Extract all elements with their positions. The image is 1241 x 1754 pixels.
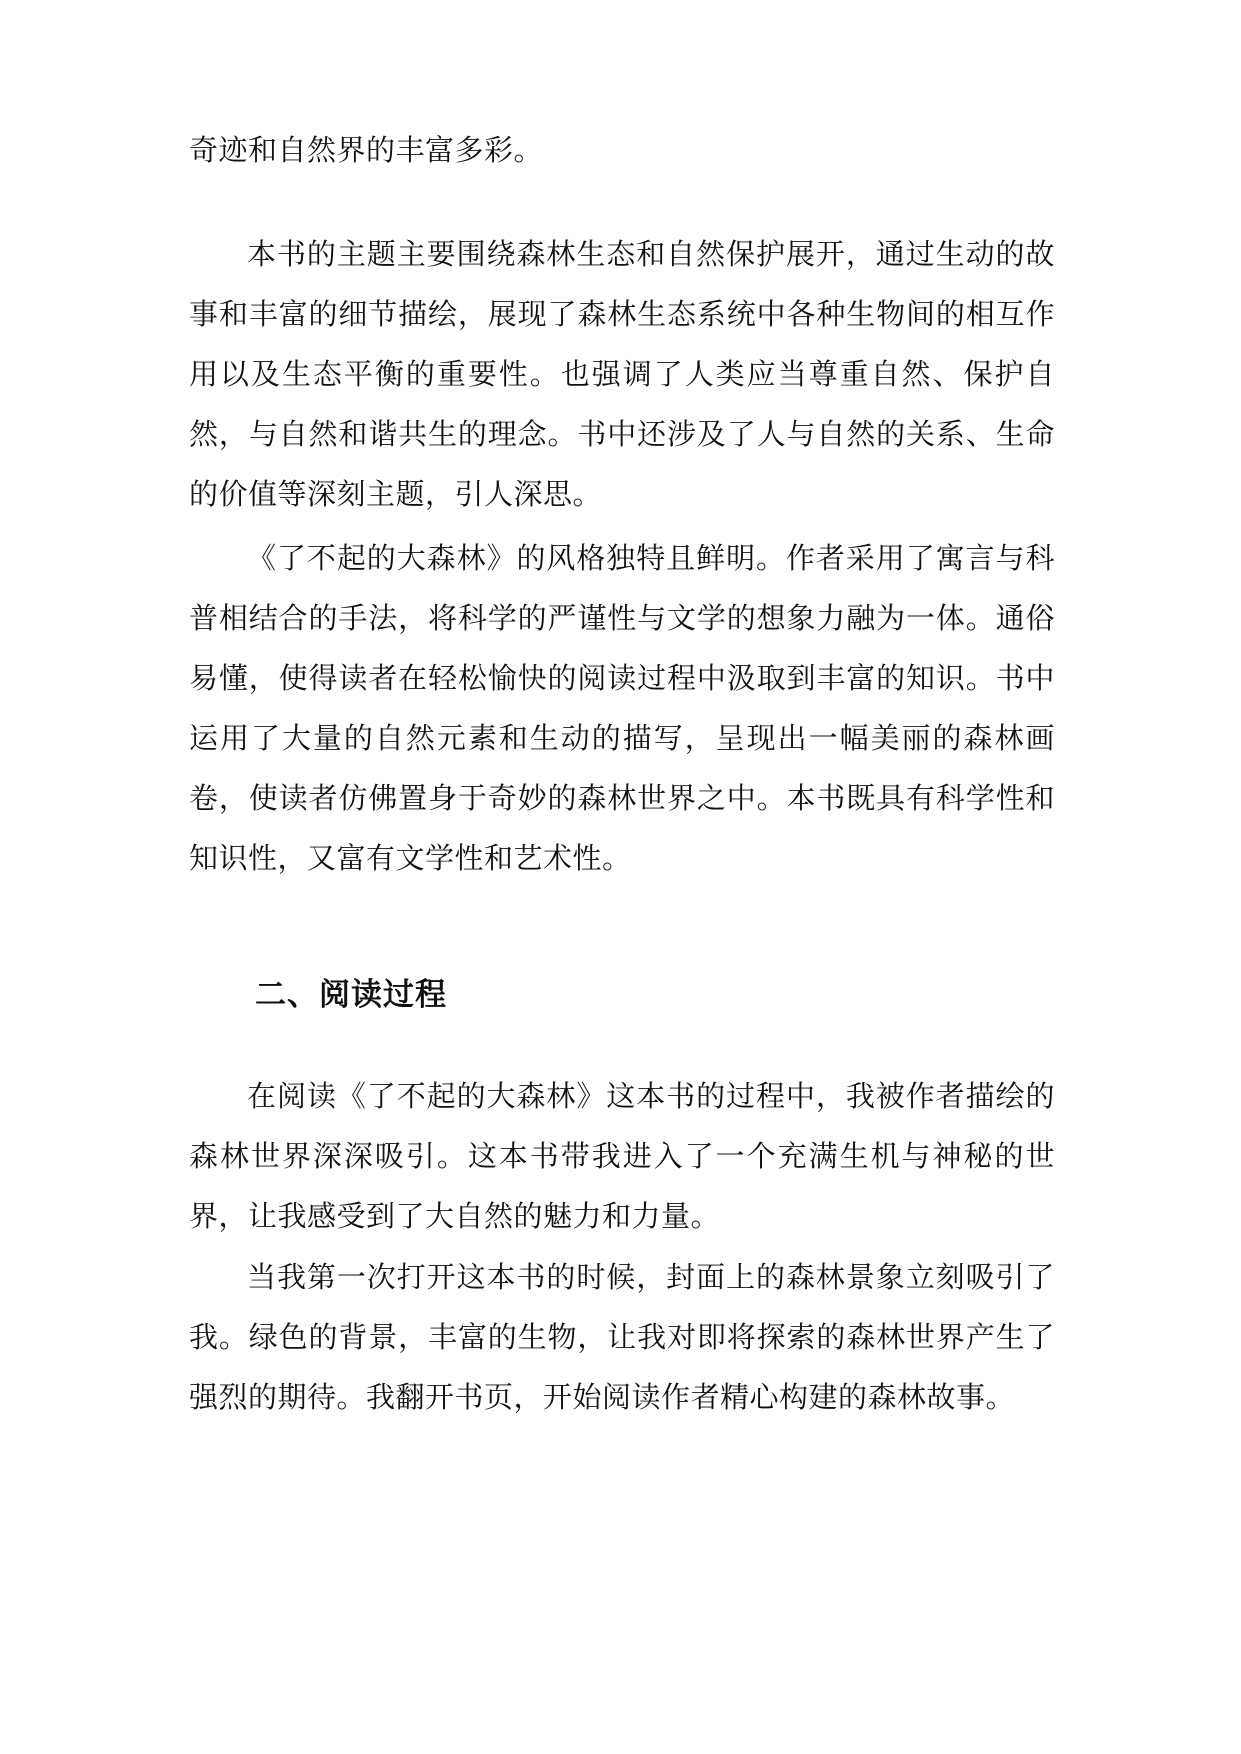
- section-heading: 二、阅读过程: [255, 977, 447, 1013]
- paragraph-reading-intro: 在阅读《了不起的大森林》这本书的过程中，我被作者描绘的森林世界深深吸引。这本书带我进入了一个充满生机与神秘的世界，让我感受到了大自然的魅力和力量。: [189, 1079, 1055, 1233]
- paragraph-style: 《了不起的大森林》的风格独特且鲜明。作者采用了寓言与科普相结合的手法，将科学的严谨性与文学的想象力融为一体。通俗易懂，使得读者在轻松愉快的阅读过程中汲取到丰富的知识。书中运用了大量的自然元素和生动的描写，呈现出一幅美丽的森林画卷，使读者仿佛置身于奇妙的森林世界之中。本书既具有科学性和知识性，又富有文学性和艺术性。: [189, 541, 1055, 875]
- paragraph-continuation: 奇迹和自然界的丰富多彩。: [189, 133, 544, 167]
- paragraph-first-open: 当我第一次打开这本书的时候，封面上的森林景象立刻吸引了我。绿色的背景，丰富的生物，让我对即将探索的森林世界产生了强烈的期待。我翻开书页，开始阅读作者精心构建的森林故事。: [189, 1260, 1055, 1414]
- document-page: [189, 0, 1055, 1754]
- paragraph-theme: 本书的主题主要围绕森林生态和自然保护展开，通过生动的故事和丰富的细节描绘，展现了森林生态系统中各种生物间的相互作用以及生态平衡的重要性。也强调了人类应当尊重自然、保护自然，与自然和谐共生的理念。书中还涉及了人与自然的关系、生命的价值等深刻主题，引人深思。: [189, 237, 1055, 511]
